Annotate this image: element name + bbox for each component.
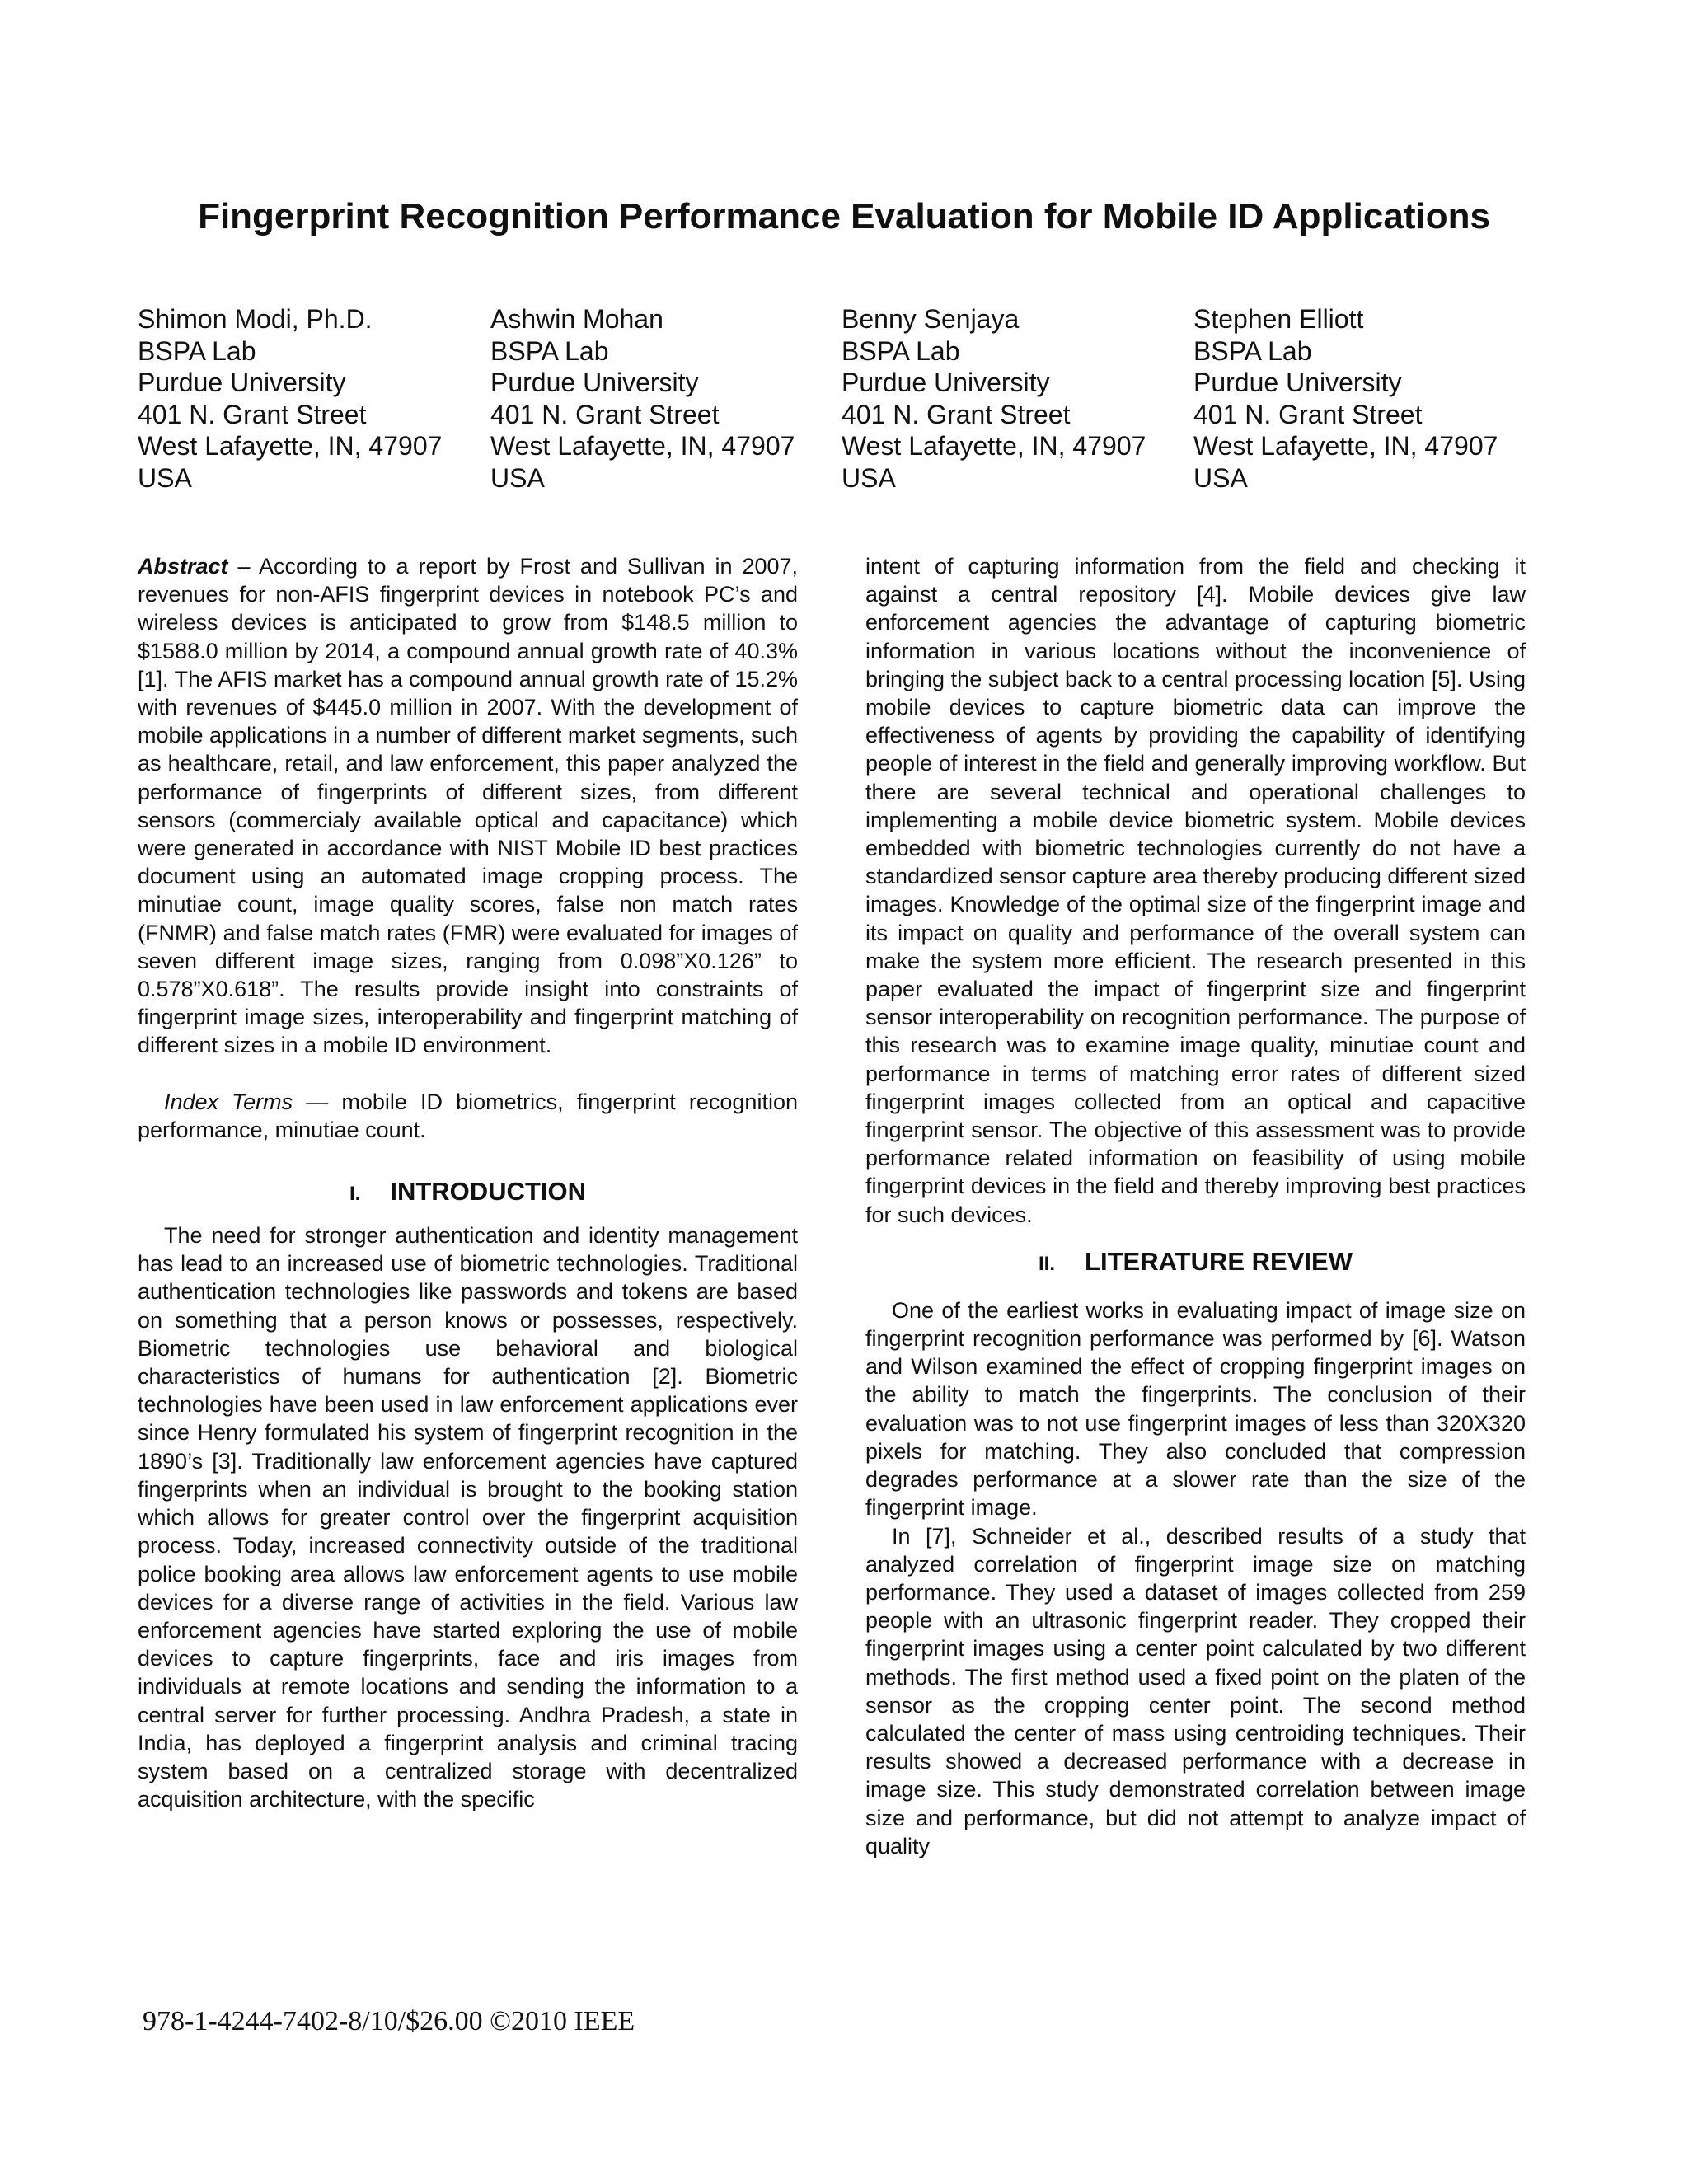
author-lab: BSPA Lab xyxy=(138,335,256,366)
author-street: 401 N. Grant Street xyxy=(842,399,1071,429)
author-university: Purdue University xyxy=(490,368,699,397)
author-block xyxy=(1193,303,1540,494)
author-name: Benny Senjaya xyxy=(842,304,1020,334)
index-terms xyxy=(138,1088,798,1144)
abstract-label: Abstract xyxy=(138,554,228,579)
index-terms-text: mobile ID biometrics, fingerprint recognition performance, minutiae count. xyxy=(138,1089,798,1142)
author-block xyxy=(842,303,1188,494)
abstract-dash: – xyxy=(227,554,259,579)
literature-paragraph: One of the earliest works in evaluating impact of image size on fingerprint recognition performance was performed by [6]. Watson and Wilson examined the effect of cropping fingerprint images on the ability to match the fingerprints. The conclusion of their evaluation was to not use fingerprint images of less than 320X320 pixels for matching. They also concluded that compression degrades performance at a slower rate than the size of the fingerprint image. xyxy=(865,1297,1526,1521)
author-country: USA xyxy=(842,462,896,493)
paper-title: Fingerprint Recognition Performance Evaluation for Mobile ID Applications xyxy=(198,196,1490,237)
literature-paragraph: In [7], Schneider et al., described results of a study that analyzed correlation of fingerprint image size on matching performance. They used a dataset of images collected from 259 people with an ultrasonic fingerprint reader. They cropped their fingerprint images using a center point calculated by two different methods. The first method used a fixed point on the platen of the sensor as the cropping center point. The second method calculated the center of mass using centroiding techniques. Their results showed a decreased performance with a decrease in image size. This study demonstrated correlation between image size and performance, but did not attempt to analyze impact of quality xyxy=(865,1523,1526,1858)
intro-paragraph-continued: intent of capturing information from the field and checking it against a central repository [4]. Mobile devices give law enforcement agencies the advantage of capturing biometric information in various locations without the inconvenience of bringing the subject back to a central processing location [5]. Using mobile devices to capture biometric data can improve the effectiveness of agents by providing the capability of identifying people of interest in the field and generally improving workflow. But there are several technical and operational challenges to implementing a mobile device biometric system. Mobile devices embedded with biometric technologies currently do not have a standardized sensor capture area thereby producing different sized images. Knowledge of the optimal size of the fingerprint image and its impact on quality and performance of the overall system can make the system more efficient. The research presented in this paper evaluated the impact of fingerprint size and fingerprint sensor interoperability on recognition performance. The purpose of this research was to examine image quality, minutiae count and performance in terms of matching error rates of different sized fingerprint images collected from an optical and capacitive fingerprint sensor. The objective of this assessment was to provide performance related information on feasibility of using mobile fingerprint devices in the field and thereby improving best practices for such devices. xyxy=(865,554,1526,1227)
copyright-footer: 978-1-4244-7402-8/10/$26.00 ©2010 IEEE xyxy=(143,2006,635,2036)
author-city: West Lafayette, IN, 47907 xyxy=(842,431,1146,461)
left-column xyxy=(138,552,798,1813)
author-lab: BSPA Lab xyxy=(490,335,609,366)
author-block xyxy=(138,303,484,494)
author-country: USA xyxy=(1193,462,1248,493)
author-city: West Lafayette, IN, 47907 xyxy=(1193,431,1498,461)
author-name: Shimon Modi, Ph.D. xyxy=(138,304,373,334)
index-terms-label: Index Terms xyxy=(164,1089,293,1114)
abstract xyxy=(138,552,798,1060)
index-terms-dash: — xyxy=(293,1089,342,1114)
abstract-text: According to a report by Frost and Sullivan in 2007, revenues for non-AFIS fingerprint devices in notebook PC’s and wireless devices is anticipated to grow from $148.5 million to $1588.0 million by 2014, a compound annual growth rate of 40.3% [1]. The AFIS market has a compound annual growth rate of 15.2% with revenues of $445.0 million in 2007. With the development of mobile applications in a number of different market segments, such as healthcare, retail, and law enforcement, this paper analyzed the performance of fingerprints of different sizes, from different sensors (commercialy available optical and capacitance) which were generated in accordance with NIST Mobile ID best practices document using an automated image cropping process. The minutiae count, image quality scores, false non match rates (FNMR) and false match rates (FMR) were evaluated for images of seven different image sizes, ranging from 0.098”X0.126” to 0.578”X0.618”. The results provide insight into constraints of fingerprint image sizes, interoperability and fingerprint matching of different sizes in a mobile ID environment. xyxy=(138,554,799,1058)
author-block xyxy=(490,303,837,494)
author-lab: BSPA Lab xyxy=(1193,335,1312,366)
section-number: II. xyxy=(1039,1252,1056,1275)
author-name: Stephen Elliott xyxy=(1193,304,1364,334)
author-university: Purdue University xyxy=(1193,368,1402,397)
author-street: 401 N. Grant Street xyxy=(138,399,367,429)
author-street: 401 N. Grant Street xyxy=(490,399,720,429)
section-heading-literature-review xyxy=(865,1237,1526,1286)
section-title: LITERATURE REVIEW xyxy=(1085,1246,1353,1276)
section-number: I. xyxy=(349,1183,361,1206)
author-street: 401 N. Grant Street xyxy=(1193,399,1423,429)
intro-paragraph: The need for stronger authentication and identity management has lead to an increased use of biometric technologies. Traditional authentication technologies like passwords and tokens are based on something that a person knows or possesses, respectively. Biometric technologies use behavioral and biological characteristics of humans for authentication [2]. Biometric technologies have been used in law enforcement applications ever since Henry formulated his system of fingerprint recognition in the 1890’s [3]. Traditionally law enforcement agencies have captured fingerprints when an individual is brought to the booking station which allows for greater control over the fingerprint acquisition process. Today, increased connectivity outside of the traditional police booking area allows law enforcement agents to use mobile devices for a diverse range of activities in the field. Various law enforcement agencies have started exploring the use of mobile devices to capture fingerprints, face and iris images from individuals at remote locations and sending the information to a central server for further processing. Andhra Pradesh, a state in India, has deployed a fingerprint analysis and criminal tracing system based on a centralized storage with decentralized acquisition architecture, with the specific xyxy=(138,1223,798,1812)
section-heading-introduction xyxy=(138,1167,798,1216)
author-university: Purdue University xyxy=(842,368,1050,397)
author-country: USA xyxy=(138,462,192,493)
author-lab: BSPA Lab xyxy=(842,335,960,366)
author-university: Purdue University xyxy=(138,368,346,397)
author-city: West Lafayette, IN, 47907 xyxy=(138,431,443,461)
author-name: Ashwin Mohan xyxy=(490,304,663,334)
section-title: INTRODUCTION xyxy=(390,1177,586,1207)
author-country: USA xyxy=(490,462,545,493)
author-city: West Lafayette, IN, 47907 xyxy=(490,431,795,461)
right-column xyxy=(865,552,1526,1860)
